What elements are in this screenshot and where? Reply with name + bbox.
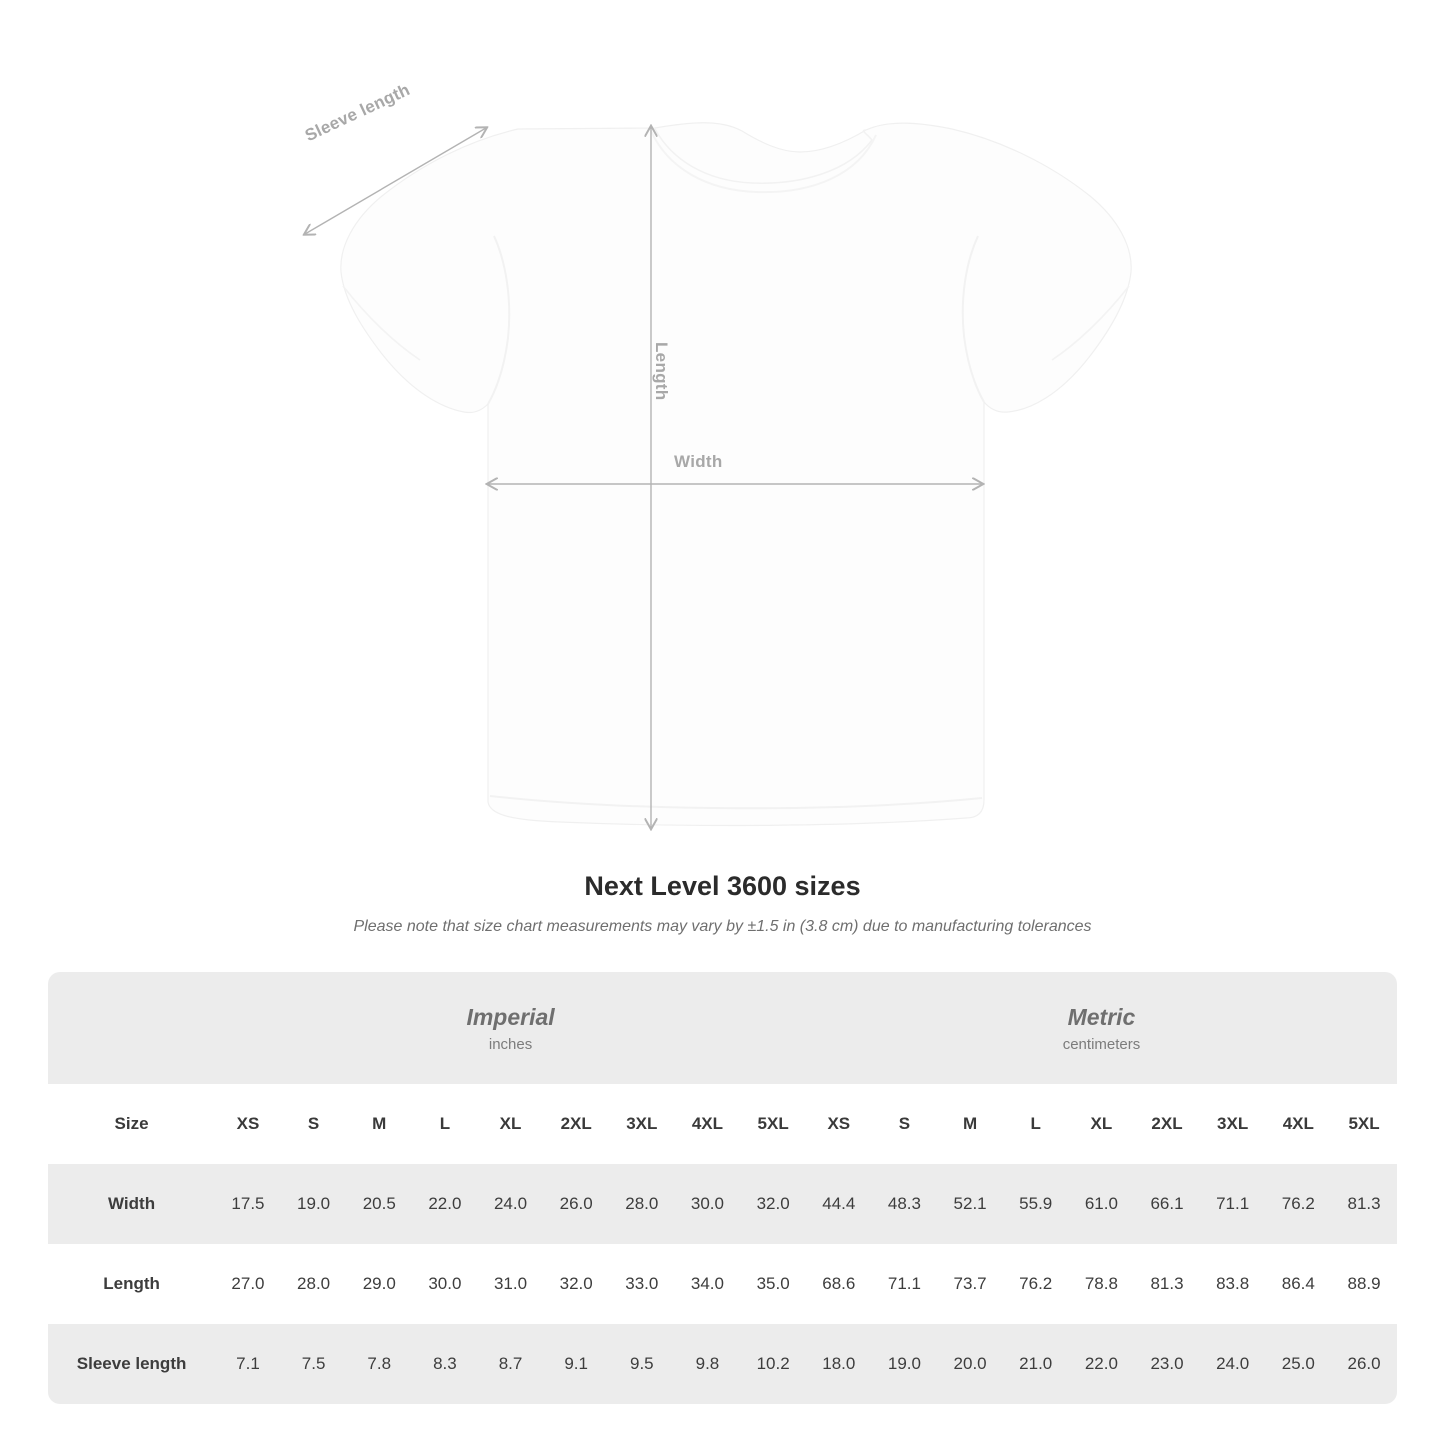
- size-table-wrapper: [48, 972, 1397, 1404]
- table-cell: 76.2: [1003, 1244, 1069, 1324]
- size-header-cell: 2XL: [1134, 1084, 1200, 1164]
- size-header-cell: 3XL: [1200, 1084, 1266, 1164]
- table-cell: 26.0: [1331, 1324, 1397, 1404]
- table-cell: 34.0: [675, 1244, 741, 1324]
- table-cell: 30.0: [675, 1164, 741, 1244]
- table-cell: 23.0: [1134, 1324, 1200, 1404]
- imperial-system-label: Imperial: [466, 1004, 555, 1031]
- table-cell: 81.3: [1331, 1164, 1397, 1244]
- size-header-cell: L: [1003, 1084, 1069, 1164]
- size-header-row: [48, 1084, 1397, 1164]
- size-header-cell: 4XL: [1265, 1084, 1331, 1164]
- table-cell: 9.1: [543, 1324, 609, 1404]
- width-label: Width: [674, 452, 723, 471]
- table-cell: 88.9: [1331, 1244, 1397, 1324]
- table-cell: 19.0: [872, 1324, 938, 1404]
- table-cell: 20.5: [346, 1164, 412, 1244]
- table-cell: 32.0: [543, 1244, 609, 1324]
- table-cell: 44.4: [806, 1164, 872, 1244]
- size-header-cell: S: [872, 1084, 938, 1164]
- table-cell: 48.3: [872, 1164, 938, 1244]
- table-cell: 8.3: [412, 1324, 478, 1404]
- table-cell: 32.0: [740, 1164, 806, 1244]
- table-cell: 7.5: [281, 1324, 347, 1404]
- table-cell: 17.5: [215, 1164, 281, 1244]
- tshirt-shape: [341, 123, 1131, 826]
- table-cell: 24.0: [478, 1164, 544, 1244]
- unit-header-metric: [806, 972, 1397, 1084]
- table-cell: 7.8: [346, 1324, 412, 1404]
- table-cell: 55.9: [1003, 1164, 1069, 1244]
- size-header-cell: 2XL: [543, 1084, 609, 1164]
- size-header-cell: XS: [215, 1084, 281, 1164]
- table-cell: 52.1: [937, 1164, 1003, 1244]
- title-block: [0, 871, 1445, 936]
- table-cell: 19.0: [281, 1164, 347, 1244]
- table-cell: 78.8: [1069, 1244, 1135, 1324]
- table-cell: 35.0: [740, 1244, 806, 1324]
- unit-header-row: [48, 972, 1397, 1084]
- table-cell: 27.0: [215, 1244, 281, 1324]
- metric-unit-label: centimeters: [1062, 1035, 1141, 1053]
- table-cell: 22.0: [1069, 1324, 1135, 1404]
- unit-header-spacer: [48, 972, 215, 1084]
- size-header-cell: M: [346, 1084, 412, 1164]
- row-label-length: Length: [48, 1244, 215, 1324]
- table-cell: 61.0: [1069, 1164, 1135, 1244]
- table-cell: 83.8: [1200, 1244, 1266, 1324]
- table-cell: 30.0: [412, 1244, 478, 1324]
- size-header-cell: XL: [478, 1084, 544, 1164]
- unit-header-imperial: [215, 972, 806, 1084]
- table-cell: 18.0: [806, 1324, 872, 1404]
- table-cell: 26.0: [543, 1164, 609, 1244]
- table-cell: 20.0: [937, 1324, 1003, 1404]
- table-cell: 31.0: [478, 1244, 544, 1324]
- row-label-width: Width: [48, 1164, 215, 1244]
- table-cell: 7.1: [215, 1324, 281, 1404]
- table-cell: 22.0: [412, 1164, 478, 1244]
- table-cell: 66.1: [1134, 1164, 1200, 1244]
- size-header-cell: 5XL: [740, 1084, 806, 1164]
- page-title: Next Level 3600 sizes: [584, 871, 861, 901]
- size-header-cell: XL: [1069, 1084, 1135, 1164]
- table-cell: 73.7: [937, 1244, 1003, 1324]
- table-cell: 76.2: [1265, 1164, 1331, 1244]
- size-header-cell: 5XL: [1331, 1084, 1397, 1164]
- table-cell: 21.0: [1003, 1324, 1069, 1404]
- table-row: [48, 1164, 1397, 1244]
- size-header-cell: 3XL: [609, 1084, 675, 1164]
- size-header-cell: L: [412, 1084, 478, 1164]
- row-label-sleeve-length: Sleeve length: [48, 1324, 215, 1404]
- table-cell: 28.0: [281, 1244, 347, 1324]
- tolerance-note: Please note that size chart measurements may vary by ±1.5 in (3.8 cm) due to manufacturing tolerances: [353, 918, 1092, 935]
- metric-system-label: Metric: [1067, 1004, 1136, 1031]
- table-cell: 25.0: [1265, 1324, 1331, 1404]
- sleeve-length-label: Sleeve length: [302, 80, 413, 146]
- table-cell: 29.0: [346, 1244, 412, 1324]
- table-cell: 9.8: [675, 1324, 741, 1404]
- size-header-cell: 4XL: [675, 1084, 741, 1164]
- table-cell: 24.0: [1200, 1324, 1266, 1404]
- table-cell: 86.4: [1265, 1244, 1331, 1324]
- table-cell: 10.2: [740, 1324, 806, 1404]
- table-cell: 71.1: [872, 1244, 938, 1324]
- table-row: [48, 1244, 1397, 1324]
- table-cell: 28.0: [609, 1164, 675, 1244]
- table-cell: 33.0: [609, 1244, 675, 1324]
- size-row-label: Size: [48, 1084, 215, 1164]
- table-cell: 9.5: [609, 1324, 675, 1404]
- table-cell: 81.3: [1134, 1244, 1200, 1324]
- table-cell: 71.1: [1200, 1164, 1266, 1244]
- size-header-cell: M: [937, 1084, 1003, 1164]
- size-table: [48, 972, 1397, 1404]
- table-cell: 8.7: [478, 1324, 544, 1404]
- table-cell: 68.6: [806, 1244, 872, 1324]
- length-label: Length: [652, 342, 671, 401]
- imperial-unit-label: inches: [488, 1035, 533, 1053]
- size-header-cell: S: [281, 1084, 347, 1164]
- table-row: [48, 1324, 1397, 1404]
- size-header-cell: XS: [806, 1084, 872, 1164]
